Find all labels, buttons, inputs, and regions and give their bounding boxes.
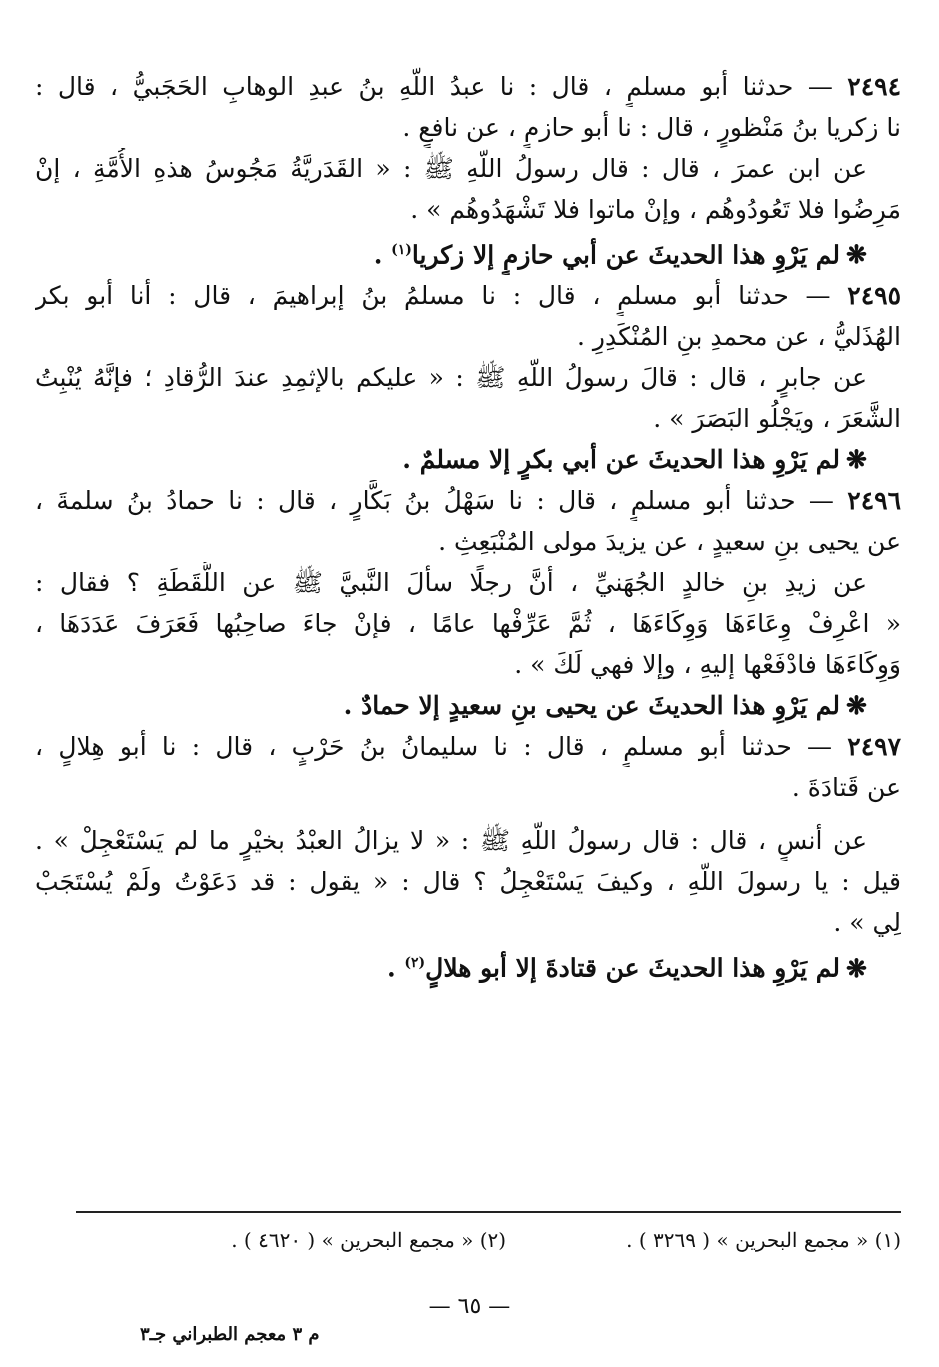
footnote-ref: (٢): [404, 955, 426, 972]
hadith-2497-note: [35, 943, 901, 988]
footnote-separator: [76, 1211, 901, 1213]
note-end: .: [402, 445, 420, 475]
hadith-2497-chain-line-1: [35, 726, 901, 767]
hadith-2497-text-line-1: عن أنسٍ ، قال : قال رسولُ اللّهِ ﷺ : « لا يزالُ العبْدُ بخيْرٍ ما لم يَسْتَعْجِلْ » .: [35, 826, 867, 856]
hadith-2494-chain-line-2: نا زكريا بنُ مَنْظورٍ ، قال : نا أبو حازمٍ ، عن نافعٍ .: [402, 113, 901, 142]
star-icon: ❋: [846, 691, 867, 721]
note-end: .: [343, 691, 362, 721]
footnote-1: (١) « مجمع البحرين » ( ٣٢٦٩ ) .: [626, 1228, 901, 1252]
note-end: .: [386, 953, 405, 983]
page-body: [35, 66, 901, 989]
hadith-2494-text-line-1: عن ابن عمرَ ، قال : قال رسولُ اللّهِ ﷺ : « القَدَريَّةُ مَجُوسُ هذهِ الأُمَّةِ ، إنْ: [35, 154, 867, 183]
footnotes: [35, 1223, 901, 1257]
hadith-2495-text-line-1: عن جابرٍ ، قال : قالَ رسولُ اللّهِ ﷺ : « عليكم بالإثمِدِ عندَ الرُّقادِ ؛ فإنَّهُ يُنْبِتُ: [35, 363, 867, 393]
hadith-number: ٢٤٩٤: [847, 72, 901, 101]
signature-line: م ٣ معجم الطبراني جـ٣: [140, 1324, 320, 1345]
note-text: لم يَرْوِ هذا الحديثَ عن قتادةَ إلا أبو هلالٍ: [425, 953, 841, 983]
note-text: لم يَرْوِ هذا الحديثَ عن أبي بكرٍ إلا مسلمٌ: [419, 445, 841, 475]
chain-text: — حدثنا أبو مسلمٍ ، قال : نا عبدُ اللّهِ بنُ عبدِ الوهابِ الحَجَبيُّ ، قال :: [35, 72, 833, 101]
hadith-2497-text-line-2: قيل : يا رسولَ اللّهِ ، وكيفَ يَسْتَعْجِلُ ؟ قال : « يقول : قد دَعَوْتُ ولَمْ يُسْتَجَبْ: [35, 867, 901, 897]
hadith-2495-note: [35, 439, 901, 480]
hadith-2494-note: [35, 230, 901, 275]
hadith-2494-chain-line-1: [35, 66, 901, 107]
note-text: لم يَرْوِ هذا الحديثَ عن يحيى بنِ سعيدٍ إلا حمادٌ: [361, 691, 841, 721]
chain-text: — حدثنا أبو مسلمٍ ، قال : نا سَهْلُ بنُ بَكَّارٍ ، قال : نا حمادُ بنُ سلمةَ ،: [35, 486, 834, 516]
note-text: لم يَرْوِ هذا الحديثَ عن أبي حازمٍ إلا زكريا: [411, 240, 841, 270]
hadith-2496-chain-line-1: [35, 480, 901, 521]
hadith-2496-text-line-2: « اعْرِفْ وِعَاءَهَا وَوِكَاءَهَا ، ثُمَّ عَرِّفْها عامًا ، فإنْ جاءَ صاحِبُها فَعَرَفَ عَدَدَهَا ،: [35, 609, 901, 639]
hadith-2497-text-line-3: لِي » .: [833, 908, 901, 938]
page-number: — ٦٥ —: [428, 1294, 511, 1319]
hadith-number: ٢٤٩٦: [847, 486, 901, 516]
hadith-2495-chain-line-1: [35, 275, 901, 316]
hadith-2496-note: [35, 685, 901, 726]
footnote-ref: (١): [391, 242, 412, 258]
footnote-2: (٢) « مجمع البحرين » ( ٤٦٢٠ ) .: [231, 1228, 507, 1252]
star-icon: ❋: [846, 240, 867, 270]
hadith-2496-chain-line-2: عن يحيى بنِ سعيدٍ ، عن يزيدَ مولى المُنْبَعِثِ .: [438, 527, 901, 557]
hadith-number: ٢٤٩٧: [847, 732, 901, 762]
spacer: [35, 808, 901, 820]
hadith-2494-text-line-2: مَرِضُوا فلا تَعُودُوهُم ، وإنْ ماتوا فلا تَشْهَدُوهُم » .: [410, 195, 901, 224]
hadith-number: ٢٤٩٥: [847, 281, 901, 311]
hadith-2495-chain-line-2: الهُذَليُّ ، عن محمدِ بنِ المُنْكَدِرِ .: [577, 322, 901, 352]
chain-text: — حدثنا أبو مسلمٍ ، قال : نا مسلمُ بنُ إبراهيمَ ، قال : أنا أبو بكر: [35, 281, 831, 311]
star-icon: ❋: [846, 445, 867, 475]
hadith-2495-text-line-2: الشَّعَرَ ، ويَجْلُو البَصَرَ » .: [653, 404, 901, 434]
hadith-2496-text-line-1: عن زيدِ بنِ خالدٍ الجُهَنيِّ ، أنَّ رجلًا سألَ النَّبيَّ ﷺ عن اللُّقَطَةِ ؟ فقال :: [35, 568, 867, 598]
hadith-2497-chain-line-2: عن قَتادَةَ .: [791, 773, 901, 803]
footnote-row: [35, 1223, 901, 1257]
hadith-2496-text-line-3: وَوِكَاءَهَا فادْفَعْها إليهِ ، وإلا فهي لَكَ » .: [514, 650, 901, 680]
note-end: .: [373, 240, 392, 270]
star-icon: ❋: [846, 953, 867, 983]
chain-text: — حدثنا أبو مسلمٍ ، قال : نا سليمانُ بنُ حَرْبٍ ، قال : نا أبو هِلالٍ ،: [35, 732, 833, 762]
